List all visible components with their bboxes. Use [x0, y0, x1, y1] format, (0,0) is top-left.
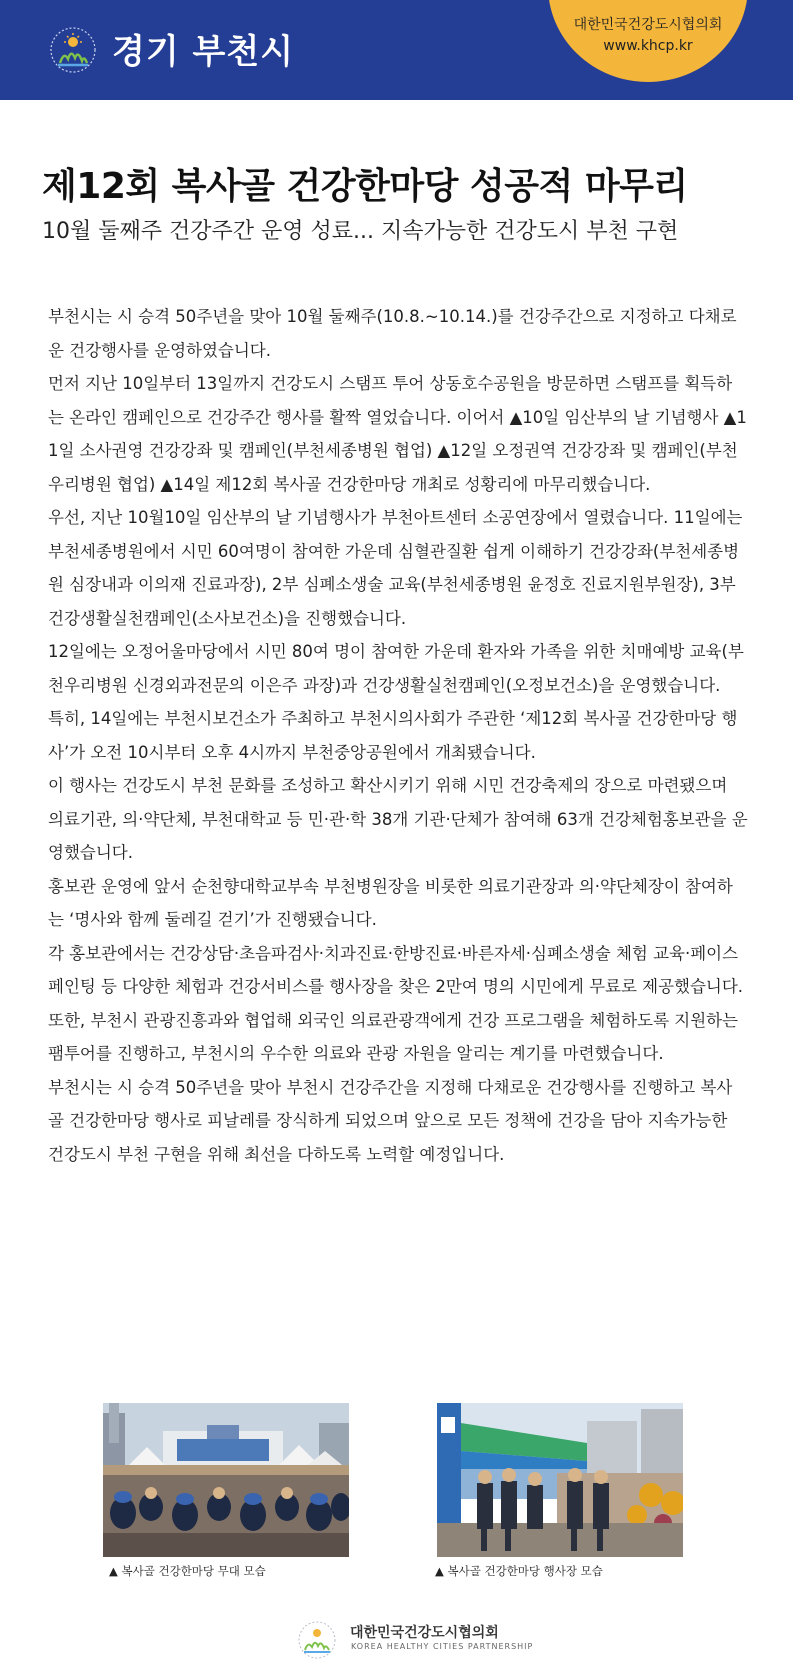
article-paragraph: 부천시는 시 승격 50주년을 맞아 10월 둘째주(10.8.~10.14.)를 건강주간으로 지정하고 다채로운 건강행사를 운영하였습니다. [48, 307, 737, 360]
article-paragraph: 이 행사는 건강도시 부천 문화를 조성하고 확산시키기 위해 시민 건강축제의 장으로 마련됐으며 의료기관, 의·약단체, 부천대학교 등 민·관·학 38개 기관·단체가 참여해 63개 건강체험홍보관을 운영했습니다. [48, 776, 748, 862]
article-paragraph: 부천시는 시 승격 50주년을 맞아 부천시 건강주간을 지정해 다채로운 건강행사를 진행하고 복사골 건강한마당 행사로 피날레를 장식하게 되었으며 앞으로 모든 정책에 건강을 담아 지속가능한 건강도시 부천 구현을 위해 최선을 다하도록 노력할 예정입니다. [48, 1077, 733, 1164]
org-url: www.khcp.kr [603, 38, 693, 54]
article-paragraph: 먼저 지난 10일부터 13일까지 건강도시 스탬프 투어 상동호수공원을 방문하면 스탬프를 획득하는 온라인 캠페인으로 건강주간 행사를 활짝 열었습니다. 이어서 ▲10일 임산부의 날 기념행사 ▲11일 소사권영 건강강좌 및 캠페인(부천세종병원 협업) ▲12일 오정권역 건강강좌 및 캠페인(부천우리병원 협업) ▲14일 제12회 복사골 건강한마당 개최로 성황리에 마무리했습니다. [48, 374, 747, 494]
footer-org-name: 대한민국건강도시협의회 [350, 1625, 499, 1641]
article-paragraph: 12일에는 오정어울마당에서 시민 80여 명이 참여한 가운데 환자와 가족을 위한 치매예방 교육(부천우리병원 신경외과전문의 이은주 과장)과 건강생활실천캠페인(오정보건소)을 운영했습니다. [48, 642, 744, 695]
article-title: 제12회 복사골 건강한마당 성공적 마무리 [42, 166, 688, 207]
org-name: 대한민국건강도시협의회 [573, 17, 723, 33]
event-booths-photo [437, 1403, 683, 1557]
region-title: 경기 부천시 [112, 32, 295, 72]
article-subtitle: 10월 둘째주 건강주간 운영 성료... 지속가능한 건강도시 부천 구현 [42, 219, 679, 244]
event-stage-photo [103, 1403, 349, 1557]
healthy-cities-emblem-icon [44, 25, 102, 75]
article-paragraph: 각 홍보관에서는 건강상담·초음파검사·치과진료·한방진료·바른자세·심폐소생술 체험 교육·페이스 페인팅 등 다양한 체험과 건강서비스를 행사장을 찾은 2만여 명의 시민에게 무료로 제공했습니다. [48, 943, 744, 996]
footer-org-name-en: KOREA HEALTHY CITIES PARTNERSHIP [351, 1642, 534, 1651]
article-paragraph: 홍보관 운영에 앞서 순천향대학교부속 부천병원장을 비롯한 의료기관장과 의·약단체장이 참여하는 ‘명사와 함께 둘레길 걷기’가 진행됐습니다. [48, 876, 733, 929]
article-paragraph: 우선, 지난 10월10일 임산부의 날 기념행사가 부천아트센터 소공연장에서 열렸습니다. 11일에는 부천세종병원에서 시민 60여명이 참여한 가운데 심혈관질환 쉽게 이해하기 건강강좌(부천세종병원 심장내과 이의재 진료과장), 2부 심폐소생술 교육(부천세종병원 윤정호 진료지원부원장), 3부 건강생활실천캠페인(소사보건소)을 진행했습니다. [48, 508, 743, 628]
article-paragraph: 특히, 14일에는 부천시보건소가 주최하고 부천시의사회가 주관한 ‘제12회 복사골 건강한마당 행사’가 오전 10시부터 오후 4시까지 부천중앙공원에서 개최됐습니다. [48, 709, 738, 762]
article-body [48, 300, 748, 1171]
photo-caption: ▲ 복사골 건강한마당 무대 모습 [109, 1564, 266, 1578]
article-paragraph: 또한, 부천시 관광진흥과와 협업해 외국인 의료관광객에게 건강 프로그램을 체험하도록 지원하는 팸투어를 진행하고, 부천시의 우수한 의료와 관광 자원을 알리는 계기를 마련했습니다. [48, 1010, 739, 1063]
photo-caption: ▲ 복사골 건강한마당 행사장 모습 [435, 1564, 603, 1578]
healthy-cities-emblem-icon [293, 1620, 341, 1660]
header-band [0, 0, 793, 100]
org-badge [548, 15, 748, 57]
